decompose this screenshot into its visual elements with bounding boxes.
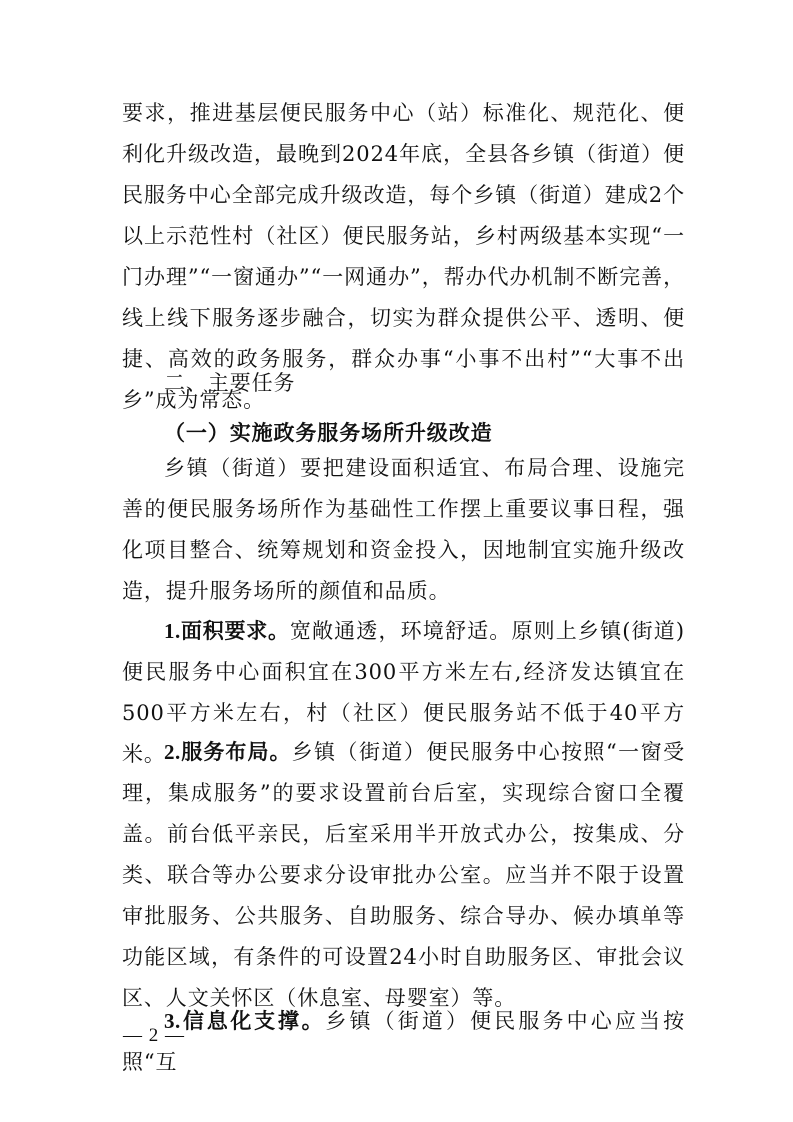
item-lead: 3.信息化支撑。 — [164, 1009, 326, 1033]
item-text: 乡镇（街道）便民服务中心按照“一窗受理，集成服务”的要求设置前台后室，实现综合窗口全覆盖。前台低平亲民，后室采用半开放式办公，按集成、分类、联合等办公要求分设审批办公室。应当并不限于设置审批服务、公共服务、自助服务、综合导办、候办填单等功能区域，有条件的可设置24小时自助服务区、审批会议区、人文关怀区（休息室、母婴室）等。 — [122, 740, 685, 1010]
subsection-paragraph: 乡镇（街道）要把建设面积适宜、布局合理、设施完善的便民服务场所作为基础性工作摆上重要议事日程，强化项目整合、统筹规划和资金投入，因地制宜实施升级改造，提升服务场所的颜值和品质。 — [122, 456, 685, 603]
item-text: 宽敞通透，环境舒适。原则上乡镇(街道)便民服务中心面积宜在300平方米左右,经济发达镇宜在500平方米左右，村（社区）便民服务站不低于40平方米。 — [122, 619, 686, 766]
item-text: 乡镇（街道）便民服务中心应当按照“互 — [122, 1009, 686, 1074]
item-it-support — [122, 1001, 685, 1083]
item-service-layout — [122, 732, 685, 1019]
page-number: — 2 — — [123, 1025, 185, 1046]
subsection-heading: （一）实施政务服务场所升级改造 — [164, 420, 493, 445]
intro-paragraph: 要求，推进基层便民服务中心（站）标准化、规范化、便利化升级改造，最晚到2024年底，全县各乡镇（街道）便民服务中心全部完成升级改造，每个乡镇（街道）建成2个以上示范性村（社区）便民服务站，乡村两级基本实现“一门办理”“一窗通办”“一网通办”，帮办代办机制不断完善，线上线下服务逐步融合，切实为群众提供公平、透明、便捷、高效的政务服务，群众办事“小事不出村”“大事不出乡”成为常态。 — [122, 101, 685, 412]
item-lead: 1.面积要求。 — [164, 619, 290, 643]
item-lead: 2.服务布局。 — [164, 740, 292, 764]
section-heading: 二、主要任务 — [164, 371, 296, 395]
